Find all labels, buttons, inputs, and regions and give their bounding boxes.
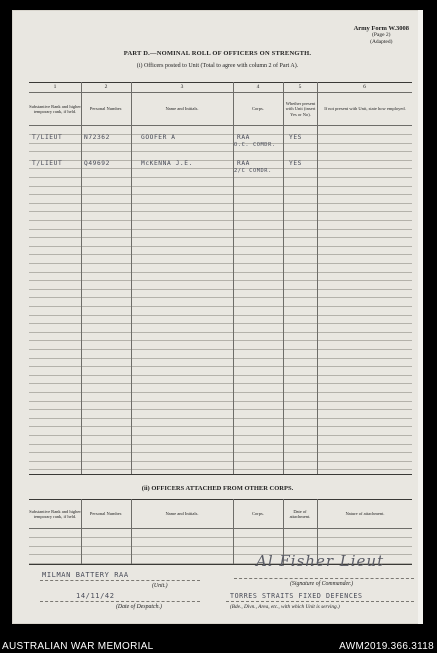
- col-divider: [283, 82, 284, 475]
- ruled-line: [29, 401, 412, 402]
- ruled-line: [29, 418, 412, 419]
- ruled-line: [29, 254, 412, 255]
- col-number-4: 4: [256, 84, 260, 90]
- ruled-line: [29, 220, 412, 221]
- t2-header-date: Date of attachment.: [289, 508, 311, 519]
- date-line: [40, 601, 200, 602]
- section2-title: (ii) OFFICERS ATTACHED FROM OTHER CORPS.: [141, 485, 294, 492]
- header-name: Name and Initials.: [165, 106, 199, 112]
- ruled-line: [29, 332, 412, 333]
- unit-value: MILMAN BATTERY RAA: [42, 571, 129, 579]
- row2-rank: T/LIEUT: [32, 160, 63, 167]
- form-identifier: [354, 25, 409, 46]
- col-divider: [233, 82, 234, 475]
- col-number-6: 6: [363, 84, 366, 90]
- ruled-line: [29, 537, 412, 538]
- formation-line: [226, 601, 414, 602]
- ruled-line: [29, 375, 412, 376]
- ruled-line: [29, 211, 412, 212]
- despatch-date-label: (Date of Despatch.): [116, 604, 162, 610]
- col-divider: [81, 82, 82, 475]
- row1-name: GOOFER A: [141, 134, 176, 141]
- table-top-rule: [29, 82, 412, 83]
- ruled-line: [29, 280, 412, 281]
- signature-line: [234, 578, 414, 579]
- commander-signature: Al Fisher Lieut: [256, 552, 385, 570]
- part-title: PART D.—NOMINAL ROLL OF OFFICERS ON STRENGTH.: [123, 50, 312, 57]
- ruled-line: [29, 289, 412, 290]
- row1-present: YES: [289, 134, 302, 141]
- t2-header-name: Name and Initials.: [165, 511, 199, 517]
- col-number-2: 2: [104, 84, 108, 90]
- ruled-line: [29, 151, 412, 152]
- section1-title: (i) Officers posted to Unit (Total to agree with column 2 of Part A).: [136, 63, 299, 69]
- t2-header-rank: Substantive Rank and higher temporary rank, if held.: [29, 508, 81, 519]
- ruled-line: [29, 323, 412, 324]
- ruled-line: [29, 340, 412, 341]
- t2-header-personal-number: Personal Number.: [89, 511, 123, 517]
- ruled-line: [29, 349, 412, 350]
- institution-caption: AUSTRALIAN WAR MEMORIAL: [2, 641, 154, 652]
- row2-corps: RAA: [237, 160, 250, 167]
- header-employment: If not present with Unit, state how employed.: [324, 106, 406, 112]
- ruled-line: [29, 272, 412, 273]
- colnum-rule: [29, 92, 412, 93]
- ruled-line: [29, 203, 412, 204]
- signature-label: (Signature of Commander.): [290, 581, 354, 587]
- ruled-line: [29, 469, 412, 470]
- row2-present: YES: [289, 160, 302, 167]
- row2-corps-note: 2/C COMDR.: [234, 168, 272, 174]
- form-sheet: [12, 10, 423, 624]
- form-page: (Page 2): [372, 32, 391, 38]
- officers-posted-table: [29, 82, 412, 475]
- formation-label: (Bde., Divn., Area, etc., with which Unit is serving.): [230, 604, 340, 610]
- row1-number: N72362: [84, 134, 110, 141]
- ruled-line: [29, 186, 412, 187]
- header-personal-number: Personal Number.: [89, 106, 123, 112]
- header-present: Whether present with Unit (insert Yes or No).: [285, 100, 316, 117]
- ruled-line: [29, 237, 412, 238]
- formation-value: TORRES STRAITS FIXED DEFENCES: [230, 592, 363, 600]
- ruled-line: [29, 444, 412, 445]
- unit-label: (Unit.): [152, 583, 168, 589]
- ruled-line: [29, 143, 412, 144]
- sheet-edge: [418, 10, 423, 624]
- t2-col-divider: [233, 499, 234, 565]
- t2-col-divider: [131, 499, 132, 565]
- t2-header-rule: [29, 528, 412, 529]
- row1-rank: T/LIEUT: [32, 134, 63, 141]
- col-number-5: 5: [298, 84, 302, 90]
- accession-number: AWM2019.366.3118: [339, 641, 434, 652]
- ruled-line: [29, 315, 412, 316]
- row1-corps: RAA: [237, 134, 250, 141]
- ruled-line: [29, 452, 412, 453]
- form-adapted: (Adapted): [370, 39, 393, 45]
- row2-name: McKENNA J.E.: [141, 160, 193, 167]
- ruled-line: [29, 426, 412, 427]
- ruled-line: [29, 546, 412, 547]
- col-divider: [131, 82, 132, 475]
- ruled-line: [29, 409, 412, 410]
- form-name: Army Form W.3008: [353, 25, 409, 32]
- header-corps: Corps.: [252, 106, 264, 112]
- despatch-date-value: 14/11/42: [76, 592, 115, 600]
- t2-header-corps: Corps.: [252, 511, 264, 517]
- ruled-line: [29, 194, 412, 195]
- ruled-line: [29, 168, 412, 169]
- table-bottom-rule: [29, 474, 412, 475]
- header-rule: [29, 125, 412, 126]
- ruled-line: [29, 461, 412, 462]
- col-number-1: 1: [53, 84, 57, 90]
- ruled-line: [29, 383, 412, 384]
- ruled-line: [29, 177, 412, 178]
- ruled-line: [29, 392, 412, 393]
- ruled-line: [29, 297, 412, 298]
- row2-number: Q49692: [84, 160, 110, 167]
- ruled-line: [29, 263, 412, 264]
- col-divider: [317, 82, 318, 475]
- ruled-line: [29, 306, 412, 307]
- ruled-line: [29, 229, 412, 230]
- t2-col-divider: [81, 499, 82, 565]
- col-number-3: 3: [180, 84, 184, 90]
- row1-corps-note: O.C. COMDR.: [234, 142, 276, 148]
- ruled-line: [29, 435, 412, 436]
- ruled-line: [29, 358, 412, 359]
- header-rank: Substantive Rank and higher temporary rank, if held.: [29, 103, 81, 114]
- t2-header-nature: Nature of attachment.: [345, 511, 385, 517]
- table2-top-rule: [29, 499, 412, 500]
- ruled-line: [29, 246, 412, 247]
- ruled-line: [29, 366, 412, 367]
- unit-line: [40, 580, 200, 581]
